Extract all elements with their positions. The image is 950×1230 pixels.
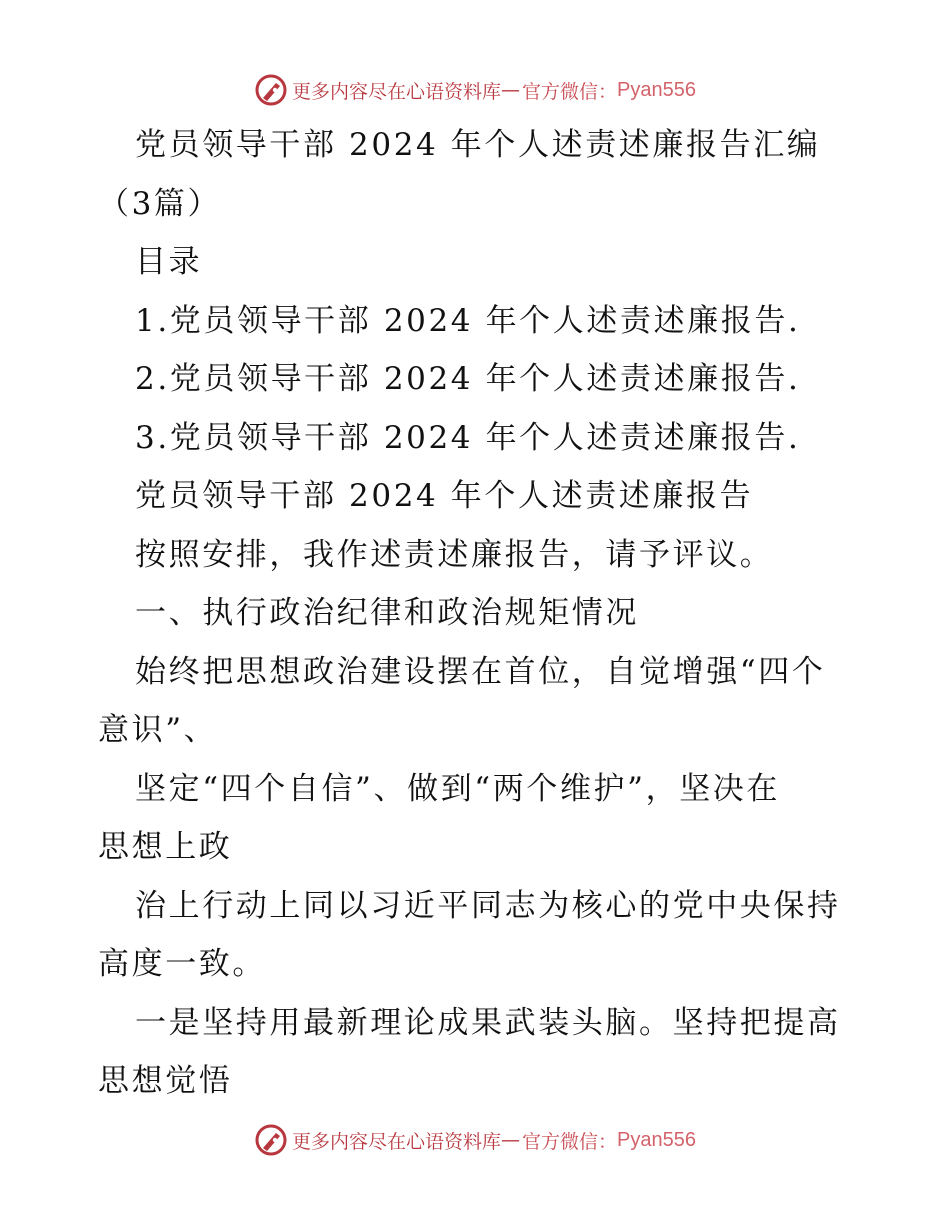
toc-item-3: 3.党员领导干部 2024 年个人述责述廉报告. <box>135 419 801 456</box>
report-title: 党员领导干部 2024 年个人述责述廉报告 <box>135 478 754 514</box>
toc-heading: 目录 <box>135 244 203 280</box>
footer-watermark <box>0 1120 950 1160</box>
watermark-text: 更多内容尽在心语资料库 <box>292 80 502 103</box>
watermark-handle: Pyan556 <box>617 1128 696 1151</box>
paragraph-3-continued: 高度一致。 <box>98 946 266 982</box>
document-body <box>98 116 858 1111</box>
paragraph-4: 一是坚持用最新理论成果武装头脑。坚持把提高 <box>135 1004 841 1041</box>
document-title: 党员领导干部 2024 年个人述责述廉报告汇编 <box>135 127 821 163</box>
watermark-separator: — <box>501 1129 521 1151</box>
pen-logo-icon <box>254 73 288 107</box>
paragraph-4-continued: 思想觉悟 <box>98 1063 233 1099</box>
pen-logo-icon <box>254 1123 288 1157</box>
watermark-text: 更多内容尽在心语资料库 <box>292 1130 502 1153</box>
intro-paragraph: 按照安排，我作述责述廉报告，请予评议。 <box>135 536 774 573</box>
watermark-contact-label: 官方微信： <box>522 80 618 103</box>
paragraph-2-continued: 思想上政 <box>98 829 233 865</box>
header-watermark <box>0 70 950 110</box>
paragraph-3: 治上行动上同以习近平同志为核心的党中央保持 <box>135 887 841 924</box>
section-heading: 一、执行政治纪律和政治规矩情况 <box>135 595 639 631</box>
watermark-separator: — <box>501 79 521 101</box>
document-title-continued: （3篇） <box>98 185 222 222</box>
paragraph-1: 始终把思想政治建设摆在首位，自觉增强“四个 <box>135 653 826 690</box>
watermark-contact-label: 官方微信： <box>522 1130 618 1153</box>
paragraph-1-continued: 意识”、 <box>98 712 218 748</box>
paragraph-2: 坚定“四个自信”、做到“两个维护”，坚决在 <box>135 770 780 807</box>
toc-item-1: 1.党员领导干部 2024 年个人述责述廉报告. <box>135 302 801 339</box>
toc-item-2: 2.党员领导干部 2024 年个人述责述廉报告. <box>135 361 801 397</box>
watermark-handle: Pyan556 <box>617 78 696 101</box>
